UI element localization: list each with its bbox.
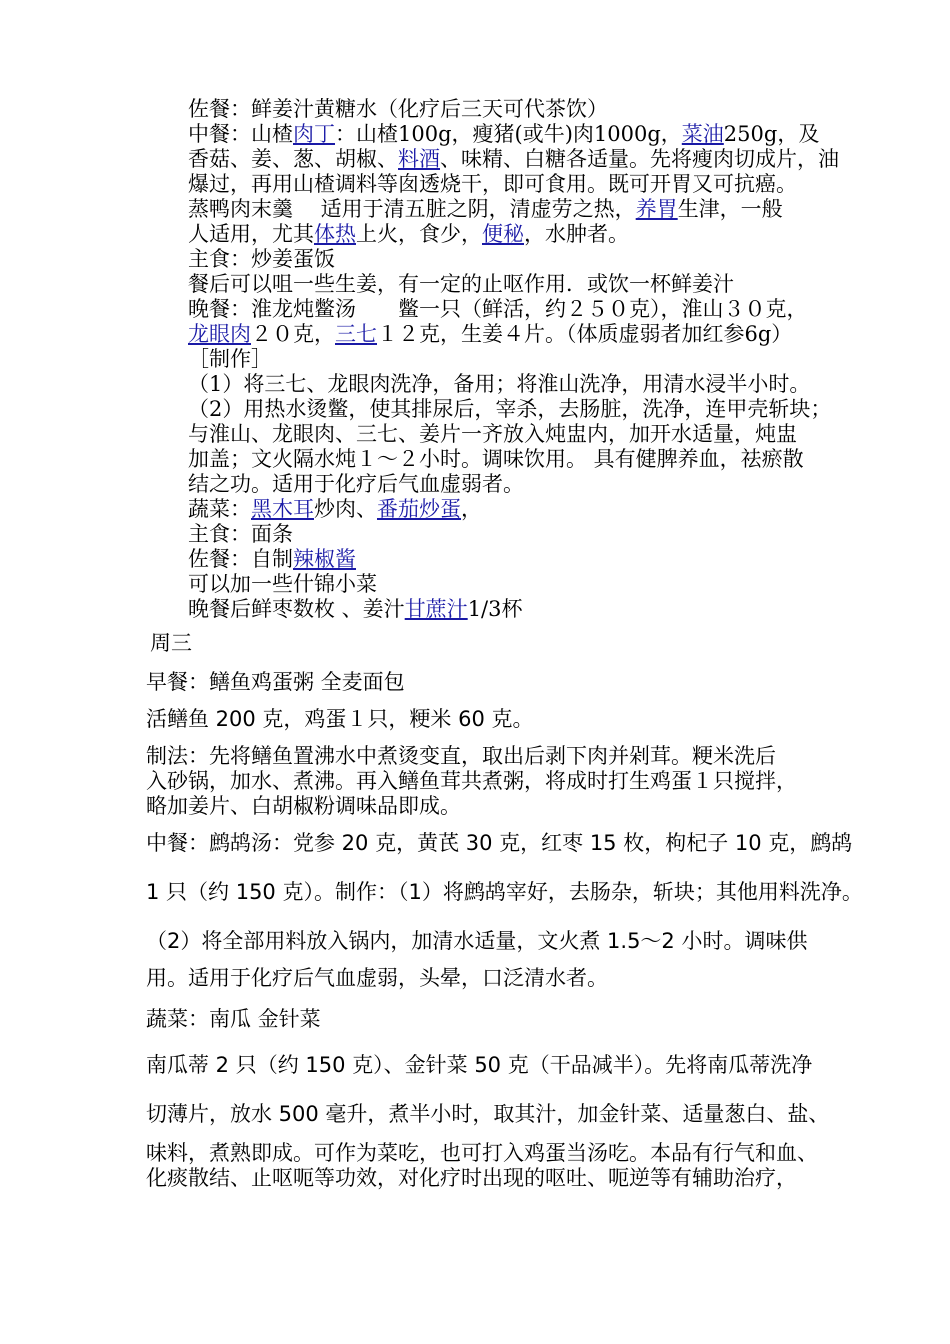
text-line: 餐后可以咀一些生姜，有一定的止呕作用．或饮一杯鲜姜汁 bbox=[188, 272, 734, 296]
text-line: 主食：面条 bbox=[188, 522, 293, 546]
text-line: 化痰散结、止呕呃等功效，对化疗时出现的呕吐、呃逆等有辅助治疗， bbox=[146, 1166, 797, 1190]
text-line: 切薄片，放水 500 毫升，煮半小时，取其汁，加金针菜、适量葱白、盐、 bbox=[146, 1102, 830, 1126]
text-line: 主食：炒姜蛋饭 bbox=[188, 247, 335, 271]
text-line: 南瓜蒂 2 只（约 150 克）、金针菜 50 克（干品减半）。先将南瓜蒂洗净 bbox=[146, 1053, 813, 1077]
text-line: 略加姜片、白胡椒粉调味品即成。 bbox=[146, 794, 461, 818]
text-line: ［制作］ bbox=[188, 347, 272, 371]
link-sanqi[interactable]: 三七 bbox=[335, 322, 377, 346]
text-line: 入砂锅，加水、煮沸。再入鳝鱼茸共煮粥，将成时打生鸡蛋１只搅拌， bbox=[146, 769, 797, 793]
text-line: 1 只（约 150 克）。制作：（1）将鹧鸪宰好，去肠杂，斩块；其他用料洗净。 bbox=[146, 880, 863, 904]
text-line: 香菇、姜、葱、胡椒、料酒、味精、白糖各适量。先将瘦肉切成片，油 bbox=[188, 147, 839, 171]
text-line: 加盖；文火隔水炖１～２小时。调味饮用。 具有健脾养血，祛瘀散 bbox=[188, 447, 804, 471]
text-line: 人适用，尤其体热上火，食少，便秘，水肿者。 bbox=[188, 222, 629, 246]
text-line: 佐餐：鲜姜汁黄糖水（化疗后三天可代茶饮） bbox=[188, 97, 608, 121]
text-line: 结之功。适用于化疗后气血虚弱者。 bbox=[188, 472, 524, 496]
text-line: 中餐：鹧鸪汤：党参 20 克，黄芪 30 克，红枣 15 枚，枸杞子 10 克，鹧鸪 bbox=[146, 831, 853, 855]
text-line: 与淮山、龙眼肉、三七、姜片一齐放入炖盅内，加开水适量，炖盅 bbox=[188, 422, 797, 446]
link-bianmi[interactable]: 便秘 bbox=[482, 222, 524, 246]
text-line: 早餐：鳝鱼鸡蛋粥 全麦面包 bbox=[146, 670, 405, 694]
link-lajiaojiang[interactable]: 辣椒酱 bbox=[293, 547, 356, 571]
link-ganzhezhi[interactable]: 甘蔗汁 bbox=[404, 597, 468, 621]
text-line: 蒸鸭肉末羹 适用于清五脏之阴，清虚劳之热，养胃生津，一般 bbox=[188, 197, 783, 221]
section-heading: 周三 bbox=[150, 631, 192, 655]
text-line: 晚餐：淮龙炖鳖汤 鳖一只（鲜活，约２５０克），淮山３０克， bbox=[188, 297, 808, 321]
text-line: 晚餐后鲜枣数枚 、姜汁甘蔗汁1/3杯 bbox=[188, 597, 523, 621]
text-line: 龙眼肉２０克，三七１２克，生姜４片。（体质虚弱者加红参6g） bbox=[188, 322, 793, 346]
text-line: 用。适用于化疗后气血虚弱，头晕，口泛清水者。 bbox=[146, 966, 608, 990]
link-yangwei[interactable]: 养胃 bbox=[635, 197, 678, 221]
text-line: （2）用热水烫鳖，使其排尿后，宰杀，去肠脏，洗净，连甲壳斩块； bbox=[188, 397, 832, 421]
link-fanqiechaodan[interactable]: 番茄炒蛋 bbox=[377, 497, 461, 521]
text-line: 可以加一些什锦小菜 bbox=[188, 572, 377, 596]
text-line: 爆过，再用山楂调料等囱透烧干，即可食用。既可开胃又可抗癌。 bbox=[188, 172, 797, 196]
text-line: 中餐：山楂肉丁：山楂100g，瘦猪(或牛)肉1000g，菜油250g，及 bbox=[188, 122, 820, 146]
link-longyanrou[interactable]: 龙眼肉 bbox=[188, 322, 251, 346]
text-line: 味料，煮熟即成。可作为菜吃，也可打入鸡蛋当汤吃。本品有行气和血、 bbox=[146, 1141, 818, 1165]
text-line: 制法：先将鳝鱼置沸水中煮烫变直，取出后剥下肉并剁茸。粳米洗后 bbox=[146, 744, 776, 768]
text-line: 蔬菜：南瓜 金针菜 bbox=[146, 1007, 321, 1031]
link-tire[interactable]: 体热 bbox=[314, 222, 356, 246]
link-heimuer[interactable]: 黑木耳 bbox=[251, 497, 314, 521]
link-liaojiu[interactable]: 料酒 bbox=[398, 147, 440, 171]
link-rouding[interactable]: 肉丁 bbox=[293, 122, 335, 146]
text-line: 佐餐：自制辣椒酱 bbox=[188, 547, 356, 571]
text-line: （1）将三七、龙眼肉洗净，备用；将淮山洗净，用清水浸半小时。 bbox=[188, 372, 811, 396]
link-caiyou[interactable]: 菜油 bbox=[681, 122, 724, 146]
text-line: 活鳝鱼 200 克，鸡蛋１只，粳米 60 克。 bbox=[146, 707, 534, 731]
text-line: 蔬菜：黑木耳炒肉、番茄炒蛋， bbox=[188, 497, 482, 521]
text-line: （2）将全部用料放入锅内，加清水适量，文火煮 1.5～2 小时。调味供 bbox=[146, 929, 808, 953]
